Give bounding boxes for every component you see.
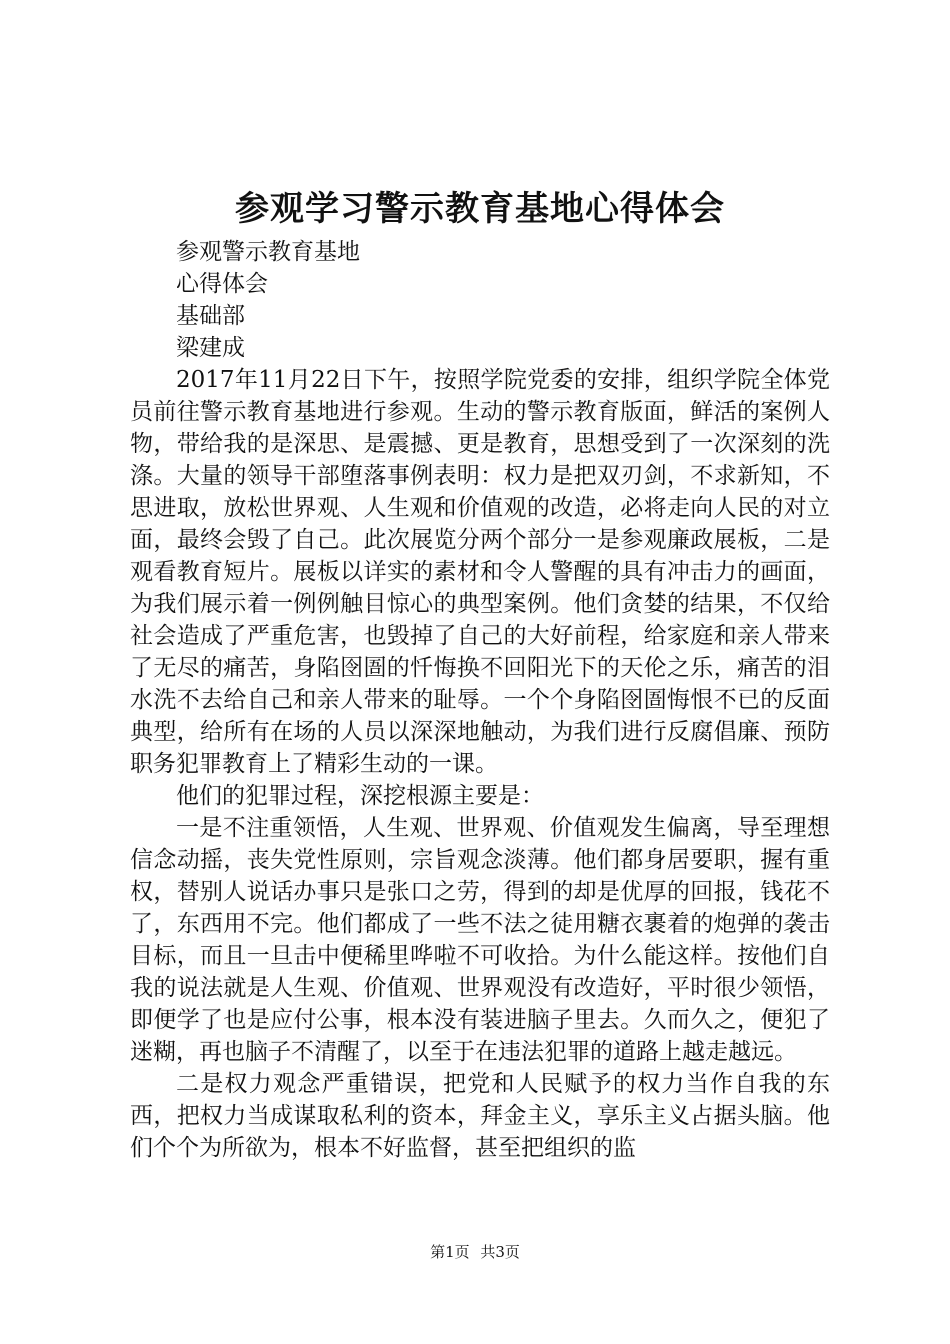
- body-paragraph: 他们的犯罪过程，深挖根源主要是：: [176, 783, 544, 809]
- body-paragraph: 一是不注重领悟，人生观、世界观、价值观发生偏离，导至理想信念动摇，丧失党性原则，宗旨观念淡薄。他们都身居要职，握有重权，替别人说话办事只是张口之劳，得到的却是优厚的回报，钱花不了，东西用不完。他们都成了一些不法之徒用糖衣裹着的炮弹的袭击目标，而且一旦击中便稀里哗啦不可收拾。为什么能这样。按他们自我的说法就是人生观、价值观、世界观没有改造好，平时很少领悟，即便学了也是应付公事，根本没有装进脑子里去。久而久之，便犯了迷糊，再也脑子不清醒了，以至于在违法犯罪的道路上越走越远。: [130, 815, 830, 1065]
- page-total: 共3页: [480, 1243, 520, 1261]
- body-paragraph: 二是权力观念严重错误，把党和人民赋予的权力当作自我的东西，把权力当成谋取私利的资本，拜金主义，享乐主义占据头脑。他们个个为所欲为，根本不好监督，甚至把组织的监: [130, 1071, 830, 1161]
- document-body: [130, 236, 830, 1164]
- document-title: 参观学习警示教育基地心得体会: [235, 189, 725, 229]
- author-line: 梁建成: [176, 335, 245, 361]
- subtitle-line: 参观警示教育基地: [176, 239, 360, 265]
- subtitle-line: 心得体会: [176, 271, 268, 297]
- page-footer: [0, 1242, 950, 1262]
- department-line: 基础部: [176, 303, 245, 329]
- page-number: 第1页: [430, 1243, 470, 1261]
- body-paragraph: 2017年11月22日下午，按照学院党委的安排，组织学院全体党员前往警示教育基地进行参观。生动的警示教育版面，鲜活的案例人物，带给我的是深思、是震撼、更是教育，思想受到了一次深刻的洗涤。大量的领导干部堕落事例表明：权力是把双刃剑，不求新知，不思进取，放松世界观、人生观和价值观的改造，必将走向人民的对立面，最终会毁了自己。此次展览分两个部分一是参观廉政展板，二是观看教育短片。展板以详实的素材和令人警醒的具有冲击力的画面，为我们展示着一例例触目惊心的典型案例。他们贪婪的结果，不仅给社会造成了严重危害，也毁掉了自己的大好前程，给家庭和亲人带来了无尽的痛苦，身陷囹圄的忏悔换不回阳光下的天伦之乐，痛苦的泪水洗不去给自己和亲人带来的耻辱。一个个身陷囹圄悔恨不已的反面典型，给所有在场的人员以深深地触动，为我们进行反腐倡廉、预防职务犯罪教育上了精彩生动的一课。: [130, 367, 830, 777]
